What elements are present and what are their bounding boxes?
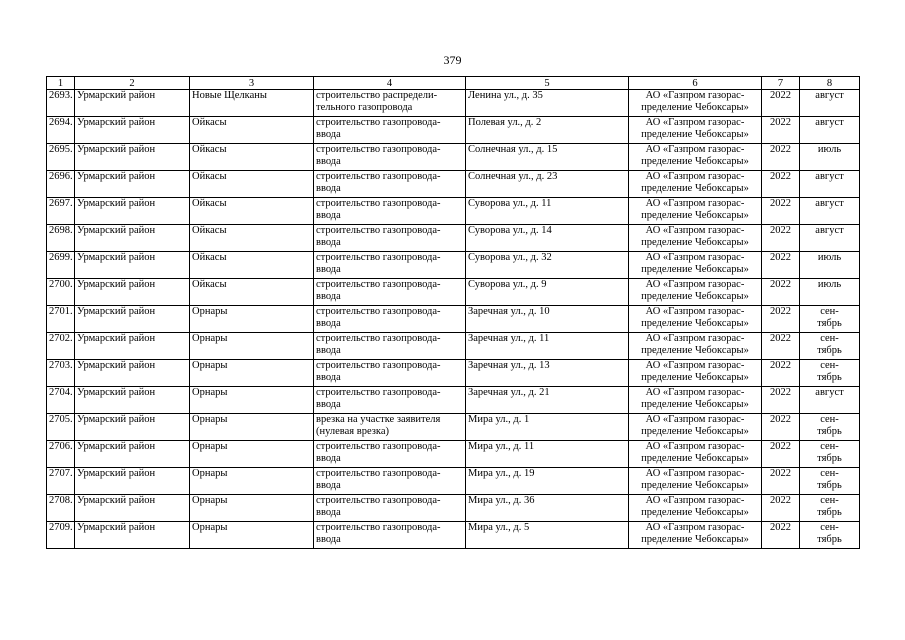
row-number: 2707. [47, 468, 75, 495]
district-cell: Урмарский район [75, 117, 190, 144]
work-cell [314, 441, 466, 468]
year-cell: 2022 [762, 306, 800, 333]
row-number: 2696. [47, 171, 75, 198]
district-cell: Урмарский район [75, 306, 190, 333]
month-cell-line: тябрь [817, 345, 842, 356]
district-cell: Урмарский район [75, 144, 190, 171]
organization-cell-line: пределение Чебоксары» [641, 399, 749, 410]
work-cell-line: строительство газопровода- [316, 360, 441, 371]
month-cell-line: август [815, 198, 844, 209]
locality-cell: Орнары [190, 441, 314, 468]
month-cell-line: август [815, 117, 844, 128]
organization-cell [629, 117, 762, 144]
address-cell: Мира ул., д. 36 [466, 495, 629, 522]
organization-cell-line: пределение Чебоксары» [641, 372, 749, 383]
table-row [47, 360, 860, 387]
district-cell: Урмарский район [75, 225, 190, 252]
organization-cell [629, 441, 762, 468]
organization-cell-line: АО «Газпром газорас- [645, 360, 745, 371]
month-cell [800, 441, 860, 468]
table-row [47, 387, 860, 414]
district-cell: Урмарский район [75, 495, 190, 522]
organization-cell-line: АО «Газпром газорас- [645, 144, 745, 155]
header-row [47, 77, 860, 90]
work-cell-line: тельного газопровода [316, 102, 413, 113]
row-number: 2698. [47, 225, 75, 252]
work-cell-line: ввода [316, 129, 341, 140]
column-header: 8 [800, 77, 860, 90]
work-cell-line: ввода [316, 291, 341, 302]
table-row [47, 468, 860, 495]
month-cell [800, 90, 860, 117]
organization-cell-line: пределение Чебоксары» [641, 264, 749, 275]
row-number: 2704. [47, 387, 75, 414]
year-cell: 2022 [762, 90, 800, 117]
table-row [47, 522, 860, 549]
locality-cell: Орнары [190, 414, 314, 441]
district-cell: Урмарский район [75, 414, 190, 441]
month-cell [800, 117, 860, 144]
address-cell: Солнечная ул., д. 23 [466, 171, 629, 198]
work-cell [314, 468, 466, 495]
table-row [47, 198, 860, 225]
address-cell: Заречная ул., д. 11 [466, 333, 629, 360]
work-cell-line: ввода [316, 345, 341, 356]
organization-cell-line: АО «Газпром газорас- [645, 414, 745, 425]
work-cell-line: ввода [316, 210, 341, 221]
locality-cell: Ойкасы [190, 225, 314, 252]
table-row [47, 144, 860, 171]
locality-cell: Орнары [190, 468, 314, 495]
month-cell-line: август [815, 171, 844, 182]
work-cell [314, 252, 466, 279]
address-cell: Заречная ул., д. 21 [466, 387, 629, 414]
work-cell [314, 522, 466, 549]
organization-cell [629, 90, 762, 117]
month-cell [800, 333, 860, 360]
month-cell-line: тябрь [817, 507, 842, 518]
address-cell: Мира ул., д. 19 [466, 468, 629, 495]
locality-cell: Ойкасы [190, 117, 314, 144]
month-cell [800, 522, 860, 549]
row-number: 2699. [47, 252, 75, 279]
organization-cell-line: АО «Газпром газорас- [645, 117, 745, 128]
organization-cell-line: АО «Газпром газорас- [645, 90, 745, 101]
row-number: 2705. [47, 414, 75, 441]
work-cell-line: строительство газопровода- [316, 279, 441, 290]
address-cell: Суворова ул., д. 9 [466, 279, 629, 306]
month-cell [800, 279, 860, 306]
locality-cell: Орнары [190, 306, 314, 333]
month-cell-line: тябрь [817, 426, 842, 437]
address-cell: Полевая ул., д. 2 [466, 117, 629, 144]
month-cell-line: сен- [820, 333, 839, 344]
month-cell-line: сен- [820, 522, 839, 533]
locality-cell: Орнары [190, 333, 314, 360]
month-cell-line: сен- [820, 441, 839, 452]
district-cell: Урмарский район [75, 360, 190, 387]
work-cell-line: ввода [316, 399, 341, 410]
organization-cell-line: пределение Чебоксары» [641, 480, 749, 491]
table-row [47, 90, 860, 117]
work-cell [314, 333, 466, 360]
organization-cell-line: АО «Газпром газорас- [645, 333, 745, 344]
table-row [47, 279, 860, 306]
organization-cell [629, 279, 762, 306]
work-cell [314, 117, 466, 144]
row-number: 2708. [47, 495, 75, 522]
organization-cell-line: пределение Чебоксары» [641, 318, 749, 329]
table-row [47, 441, 860, 468]
work-cell-line: строительство газопровода- [316, 144, 441, 155]
district-cell: Урмарский район [75, 333, 190, 360]
row-number: 2703. [47, 360, 75, 387]
month-cell [800, 252, 860, 279]
organization-cell-line: АО «Газпром газорас- [645, 495, 745, 506]
organization-cell-line: АО «Газпром газорас- [645, 441, 745, 452]
organization-cell-line: АО «Газпром газорас- [645, 198, 745, 209]
organization-cell-line: АО «Газпром газорас- [645, 387, 745, 398]
locality-cell: Орнары [190, 495, 314, 522]
address-cell: Заречная ул., д. 13 [466, 360, 629, 387]
organization-cell-line: пределение Чебоксары» [641, 237, 749, 248]
locality-cell: Ойкасы [190, 144, 314, 171]
organization-cell [629, 333, 762, 360]
row-number: 2701. [47, 306, 75, 333]
organization-cell-line: АО «Газпром газорас- [645, 279, 745, 290]
month-cell [800, 495, 860, 522]
year-cell: 2022 [762, 252, 800, 279]
organization-cell [629, 144, 762, 171]
organization-cell [629, 387, 762, 414]
table-row [47, 414, 860, 441]
address-cell: Мира ул., д. 1 [466, 414, 629, 441]
organization-cell-line: пределение Чебоксары» [641, 426, 749, 437]
organization-cell-line: пределение Чебоксары» [641, 102, 749, 113]
work-cell-line: строительство газопровода- [316, 306, 441, 317]
row-number: 2694. [47, 117, 75, 144]
column-header: 3 [190, 77, 314, 90]
table-body [47, 90, 860, 549]
column-header: 5 [466, 77, 629, 90]
row-number: 2702. [47, 333, 75, 360]
work-cell [314, 171, 466, 198]
work-cell-line: строительство газопровода- [316, 495, 441, 506]
year-cell: 2022 [762, 414, 800, 441]
month-cell-line: тябрь [817, 453, 842, 464]
organization-cell [629, 306, 762, 333]
table-row [47, 117, 860, 144]
column-header: 7 [762, 77, 800, 90]
year-cell: 2022 [762, 468, 800, 495]
month-cell-line: сен- [820, 468, 839, 479]
district-cell: Урмарский район [75, 279, 190, 306]
work-cell-line: ввода [316, 237, 341, 248]
register-table [46, 76, 860, 549]
work-cell-line: ввода [316, 156, 341, 167]
year-cell: 2022 [762, 387, 800, 414]
work-cell-line: ввода [316, 480, 341, 491]
organization-cell [629, 171, 762, 198]
locality-cell: Ойкасы [190, 279, 314, 306]
year-cell: 2022 [762, 225, 800, 252]
district-cell: Урмарский район [75, 198, 190, 225]
row-number: 2700. [47, 279, 75, 306]
district-cell: Урмарский район [75, 171, 190, 198]
organization-cell-line: АО «Газпром газорас- [645, 306, 745, 317]
organization-cell [629, 414, 762, 441]
month-cell-line: сен- [820, 306, 839, 317]
organization-cell-line: АО «Газпром газорас- [645, 225, 745, 236]
work-cell [314, 198, 466, 225]
row-number: 2695. [47, 144, 75, 171]
column-header: 4 [314, 77, 466, 90]
organization-cell-line: пределение Чебоксары» [641, 291, 749, 302]
work-cell-line: строительство газопровода- [316, 252, 441, 263]
organization-cell-line: пределение Чебоксары» [641, 507, 749, 518]
year-cell: 2022 [762, 198, 800, 225]
organization-cell [629, 252, 762, 279]
organization-cell-line: пределение Чебоксары» [641, 210, 749, 221]
row-number: 2697. [47, 198, 75, 225]
work-cell [314, 90, 466, 117]
month-cell-line: август [815, 387, 844, 398]
address-cell: Солнечная ул., д. 15 [466, 144, 629, 171]
locality-cell: Ойкасы [190, 252, 314, 279]
organization-cell-line: пределение Чебоксары» [641, 345, 749, 356]
row-number: 2693. [47, 90, 75, 117]
address-cell: Суворова ул., д. 14 [466, 225, 629, 252]
organization-cell [629, 198, 762, 225]
work-cell-line: строительство газопровода- [316, 333, 441, 344]
district-cell: Урмарский район [75, 90, 190, 117]
address-cell: Мира ул., д. 11 [466, 441, 629, 468]
year-cell: 2022 [762, 360, 800, 387]
work-cell-line: строительство газопровода- [316, 522, 441, 533]
organization-cell-line: пределение Чебоксары» [641, 129, 749, 140]
year-cell: 2022 [762, 441, 800, 468]
work-cell-line: ввода [316, 534, 341, 545]
table-row [47, 333, 860, 360]
month-cell [800, 171, 860, 198]
work-cell [314, 387, 466, 414]
work-cell-line: строительство газопровода- [316, 171, 441, 182]
organization-cell-line: АО «Газпром газорас- [645, 522, 745, 533]
organization-cell-line: АО «Газпром газорас- [645, 171, 745, 182]
locality-cell: Ойкасы [190, 171, 314, 198]
table-row [47, 225, 860, 252]
year-cell: 2022 [762, 171, 800, 198]
month-cell-line: сен- [820, 360, 839, 371]
address-cell: Суворова ул., д. 32 [466, 252, 629, 279]
month-cell-line: июль [817, 279, 842, 290]
locality-cell: Новые Щелканы [190, 90, 314, 117]
work-cell-line: ввода [316, 183, 341, 194]
work-cell-line: строительство газопровода- [316, 387, 441, 398]
month-cell [800, 468, 860, 495]
locality-cell: Орнары [190, 360, 314, 387]
column-header: 1 [47, 77, 75, 90]
work-cell-line: строительство газопровода- [316, 117, 441, 128]
month-cell-line: тябрь [817, 534, 842, 545]
month-cell-line: август [815, 90, 844, 101]
work-cell [314, 495, 466, 522]
month-cell [800, 144, 860, 171]
month-cell [800, 306, 860, 333]
work-cell-line: (нулевая врезка) [316, 426, 389, 437]
organization-cell-line: пределение Чебоксары» [641, 183, 749, 194]
work-cell-line: ввода [316, 507, 341, 518]
work-cell-line: ввода [316, 264, 341, 275]
work-cell-line: строительство газопровода- [316, 225, 441, 236]
address-cell: Ленина ул., д. 35 [466, 90, 629, 117]
work-cell-line: ввода [316, 318, 341, 329]
year-cell: 2022 [762, 144, 800, 171]
work-cell-line: строительство газопровода- [316, 441, 441, 452]
district-cell: Урмарский район [75, 252, 190, 279]
work-cell-line: ввода [316, 372, 341, 383]
column-header: 2 [75, 77, 190, 90]
locality-cell: Орнары [190, 522, 314, 549]
organization-cell [629, 495, 762, 522]
year-cell: 2022 [762, 333, 800, 360]
page-number: 379 [443, 53, 462, 67]
organization-cell-line: пределение Чебоксары» [641, 453, 749, 464]
table-row [47, 252, 860, 279]
locality-cell: Ойкасы [190, 198, 314, 225]
district-cell: Урмарский район [75, 441, 190, 468]
year-cell: 2022 [762, 522, 800, 549]
work-cell [314, 279, 466, 306]
table-row [47, 171, 860, 198]
address-cell: Суворова ул., д. 11 [466, 198, 629, 225]
month-cell [800, 198, 860, 225]
organization-cell [629, 225, 762, 252]
row-number: 2709. [47, 522, 75, 549]
year-cell: 2022 [762, 495, 800, 522]
year-cell: 2022 [762, 279, 800, 306]
organization-cell [629, 360, 762, 387]
work-cell-line: строительство газопровода- [316, 198, 441, 209]
district-cell: Урмарский район [75, 468, 190, 495]
month-cell-line: тябрь [817, 480, 842, 491]
locality-cell: Орнары [190, 387, 314, 414]
work-cell [314, 360, 466, 387]
organization-cell-line: АО «Газпром газорас- [645, 468, 745, 479]
month-cell-line: июль [817, 252, 842, 263]
month-cell-line: сен- [820, 495, 839, 506]
organization-cell-line: АО «Газпром газорас- [645, 252, 745, 263]
address-cell: Заречная ул., д. 10 [466, 306, 629, 333]
month-cell-line: сен- [820, 414, 839, 425]
table-row [47, 306, 860, 333]
organization-cell-line: пределение Чебоксары» [641, 156, 749, 167]
organization-cell-line: пределение Чебоксары» [641, 534, 749, 545]
work-cell-line: строительство газопровода- [316, 468, 441, 479]
work-cell [314, 414, 466, 441]
work-cell-line: ввода [316, 453, 341, 464]
column-header: 6 [629, 77, 762, 90]
month-cell [800, 360, 860, 387]
district-cell: Урмарский район [75, 387, 190, 414]
month-cell-line: август [815, 225, 844, 236]
organization-cell [629, 468, 762, 495]
address-cell: Мира ул., д. 5 [466, 522, 629, 549]
work-cell-line: врезка на участке заявителя [316, 414, 441, 425]
year-cell: 2022 [762, 117, 800, 144]
month-cell [800, 414, 860, 441]
month-cell-line: тябрь [817, 318, 842, 329]
table-row [47, 495, 860, 522]
work-cell [314, 144, 466, 171]
month-cell [800, 387, 860, 414]
work-cell [314, 225, 466, 252]
month-cell-line: июль [817, 144, 842, 155]
organization-cell [629, 522, 762, 549]
month-cell [800, 225, 860, 252]
work-cell-line: строительство распредели- [316, 90, 438, 101]
work-cell [314, 306, 466, 333]
month-cell-line: тябрь [817, 372, 842, 383]
district-cell: Урмарский район [75, 522, 190, 549]
row-number: 2706. [47, 441, 75, 468]
